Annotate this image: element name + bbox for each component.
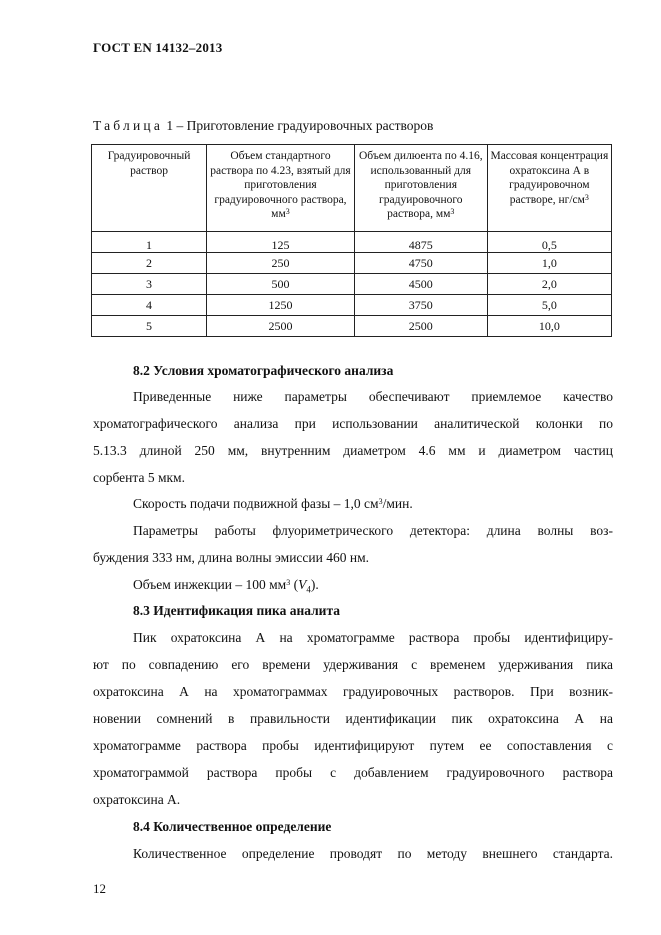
table-cell: 250 [207,253,355,274]
document-code-header: ГОСТ EN 14132–2013 [93,40,223,55]
table-cell: 3 [92,274,207,295]
paragraph-line: хроматографического анализа при использовании аналитической колонки по [93,416,613,431]
table-cell: 125 [207,232,355,253]
table-cell: 4750 [354,253,487,274]
table-row [92,316,612,337]
column-header-standard-volume: Объем стандартного раствора по 4.23, взятый для приготовления градуировочного раствора, $мм^3$ [207,145,355,232]
paragraph-line: ют по совпадению его времени удерживания с временем удерживания пика [93,657,613,672]
table-cell: 500 [207,274,355,295]
table-row [92,253,612,274]
section-heading-8-3: 8.3 Идентификация пика аналита [133,603,340,618]
table-cell: 1,0 [487,253,611,274]
paragraph-line: Приведенные ниже параметры обеспечивают приемлемое качество [133,389,613,404]
table-header-row [92,145,612,232]
table-cell: 5,0 [487,295,611,316]
table-cell: 2500 [354,316,487,337]
table-row [92,274,612,295]
table-caption [93,118,433,134]
section-heading-8-4: 8.4 Количественное определение [133,819,332,834]
table-cell: 4875 [354,232,487,253]
paragraph-line: сорбента 5 мкм. [93,470,185,485]
paragraph-line: Количественное определение проводят по методу внешнего стандарта. [133,846,613,861]
section-heading-8-2: 8.2 Условия хроматографического анализа [133,363,394,378]
table-cell: 3750 [354,295,487,316]
paragraph-line: Пик охратоксина А на хроматограмме раствора пробы идентифициру- [133,630,613,645]
table-row [92,232,612,253]
paragraph-line: 5.13.3 длиной 250 мм, внутренним диаметром 4.6 мм и диаметром частиц [93,443,613,458]
paragraph-line: Параметры работы флуориметрического детектора: длина волны воз- [133,523,613,538]
column-header-diluent-volume: Объем дилюента по 4.16, использованный для приготовления градуировочного раствора, $мм^3$ [354,145,487,232]
table-cell: 4500 [354,274,487,295]
paragraph-line: буждения 333 нм, длина волны эмиссии 460 нм. [93,550,369,565]
paragraph-line: охратоксина А на хроматограммах градуировочных растворов. При возник- [93,684,613,699]
table-cell: 4 [92,295,207,316]
table-cell: 1 [92,232,207,253]
table-cell: 1250 [207,295,355,316]
column-header-mass-concentration: Массовая концентрация охратоксина А в градуировочном растворе, $нг/см^3$ [487,145,611,232]
paragraph-line: Скорость подачи подвижной фазы – 1,0 $см^3$/мин. [133,496,413,511]
page-number: 12 [93,881,106,896]
table-cell: 0,5 [487,232,611,253]
table-caption-word: Таблица [93,118,164,133]
paragraph-line: хроматограммой раствора пробы с добавлением градуировочного раствора [93,765,613,780]
table-row [92,295,612,316]
table-caption-title: 1 – Приготовление градуировочных растворов [163,118,434,133]
table-cell: 2500 [207,316,355,337]
paragraph-line: охратоксина А. [93,792,181,807]
paragraph-line: новении сомнений в правильности идентификации пик охратоксина А на [93,711,613,726]
table-cell: 2 [92,253,207,274]
calibration-solutions-table [91,144,612,337]
table-cell: 2,0 [487,274,611,295]
table-cell: 10,0 [487,316,611,337]
paragraph-line: хроматограмме раствора пробы идентифицируют путем ее сопоставления с [93,738,613,753]
table-cell: 5 [92,316,207,337]
paragraph-line: Объем инжекции – 100 $мм^3$ $(V_4)$. [133,577,319,595]
column-header-solution: Градуировочный раствор [92,145,207,232]
